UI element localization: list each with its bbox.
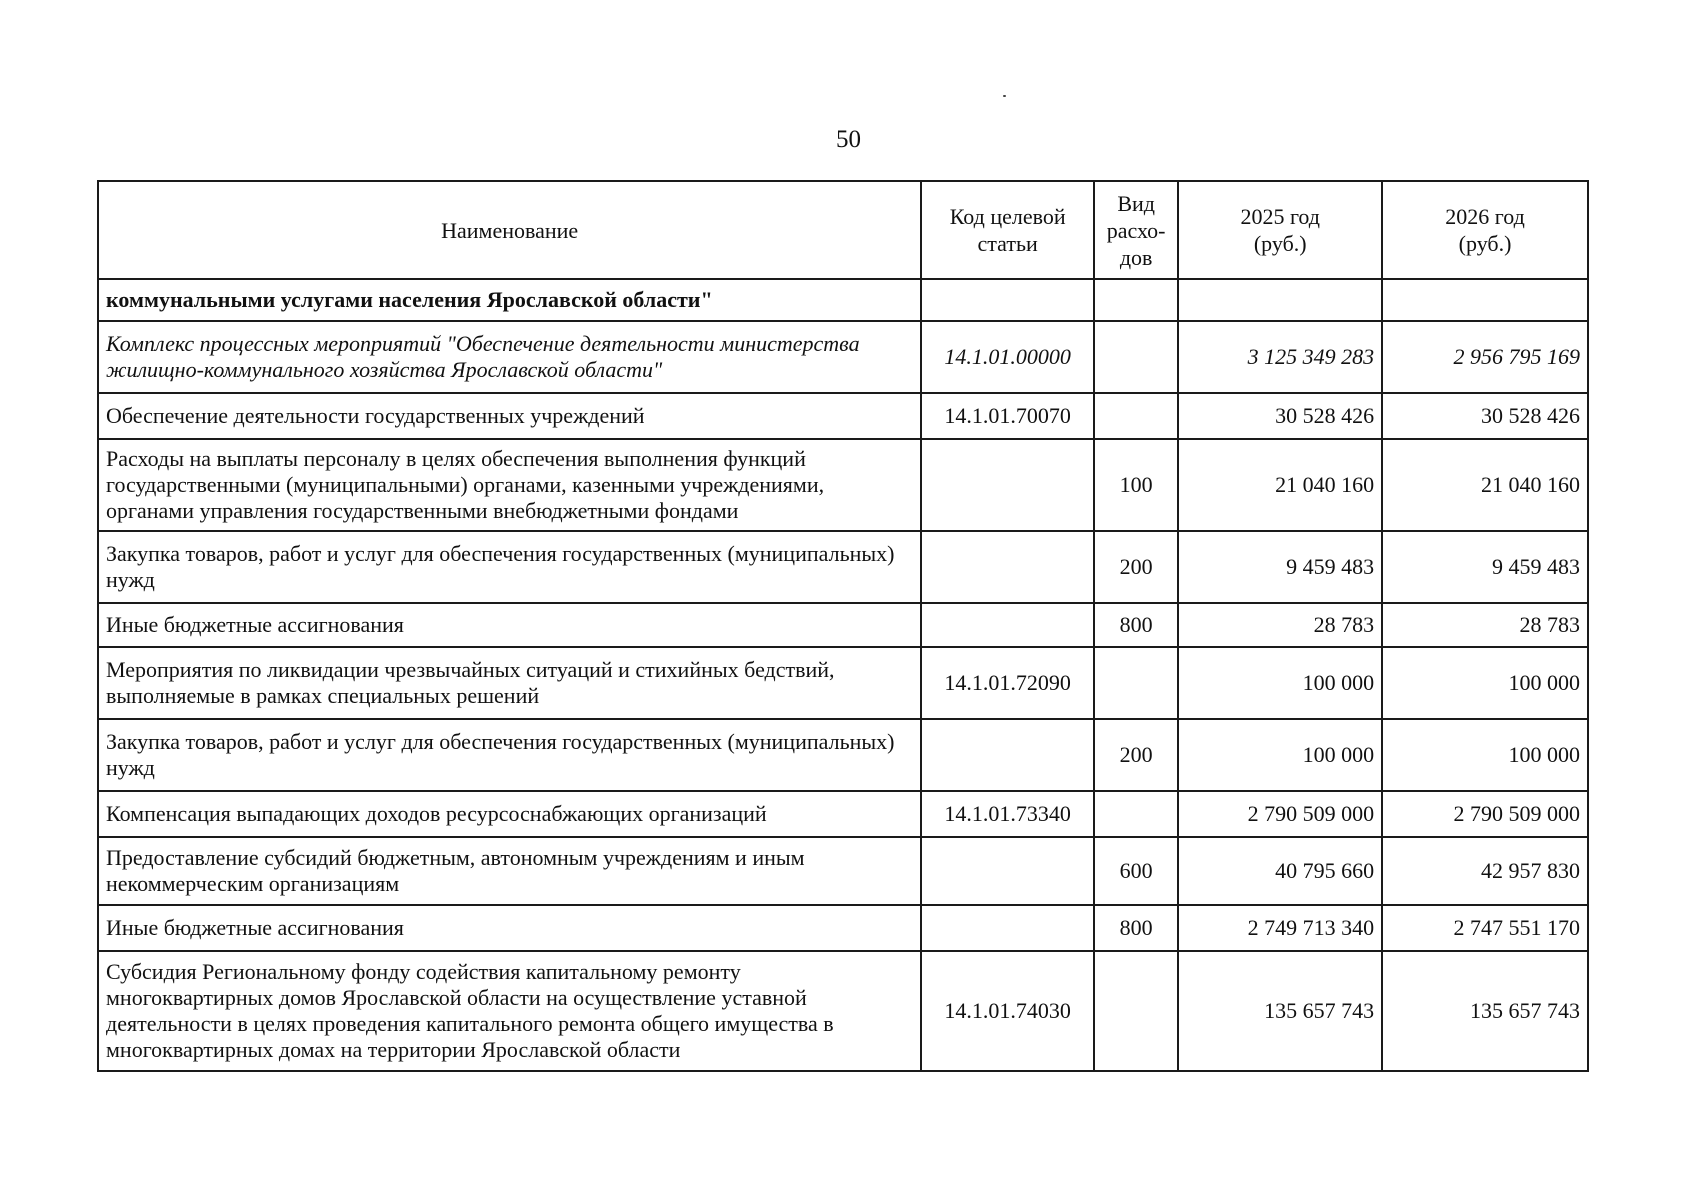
cell-2026: 9 459 483 <box>1382 531 1588 603</box>
table-row <box>98 321 1588 393</box>
header-code-text: Код целевой статьи <box>949 204 1066 256</box>
cell-name: Обеспечение деятельности государственных учреждений <box>98 393 921 439</box>
table-row <box>98 279 1588 321</box>
table-body <box>98 279 1588 1071</box>
cell-type <box>1094 791 1178 837</box>
header-year-2025 <box>1178 181 1382 279</box>
scan-speck <box>1003 95 1006 97</box>
cell-2026: 28 783 <box>1382 603 1588 647</box>
table-row <box>98 603 1588 647</box>
cell-2026: 42 957 830 <box>1382 837 1588 905</box>
cell-2026 <box>1382 279 1588 321</box>
cell-2026: 30 528 426 <box>1382 393 1588 439</box>
cell-name: Мероприятия по ликвидации чрезвычайных ситуаций и стихийных бедствий, выполняемые в рамках специальных решений <box>98 647 921 719</box>
cell-2026: 100 000 <box>1382 647 1588 719</box>
header-type-text: Вид расхо-дов <box>1106 190 1166 270</box>
cell-2025: 135 657 743 <box>1178 951 1382 1071</box>
cell-code: 14.1.01.70070 <box>921 393 1094 439</box>
cell-2026: 2 956 795 169 <box>1382 321 1588 393</box>
cell-type <box>1094 321 1178 393</box>
cell-type: 600 <box>1094 837 1178 905</box>
table-row <box>98 439 1588 531</box>
cell-2025: 21 040 160 <box>1178 439 1382 531</box>
header-code <box>921 181 1094 279</box>
table-row <box>98 719 1588 791</box>
cell-name: Иные бюджетные ассигнования <box>98 905 921 951</box>
cell-type: 800 <box>1094 603 1178 647</box>
header-year-2026-text: 2026 год (руб.) <box>1445 204 1525 256</box>
cell-name: Предоставление субсидий бюджетным, автономным учреждениям и иным некоммерческим организациям <box>98 837 921 905</box>
cell-2026: 2 747 551 170 <box>1382 905 1588 951</box>
cell-code <box>921 531 1094 603</box>
cell-2026: 21 040 160 <box>1382 439 1588 531</box>
cell-code: 14.1.01.74030 <box>921 951 1094 1071</box>
cell-2025 <box>1178 279 1382 321</box>
cell-2025: 3 125 349 283 <box>1178 321 1382 393</box>
table-header-row <box>98 181 1588 279</box>
cell-2025: 100 000 <box>1178 719 1382 791</box>
cell-name: Комплекс процессных мероприятий "Обеспечение деятельности министерства жилищно-коммунального хозяйства Ярославской области" <box>98 321 921 393</box>
header-year-2026 <box>1382 181 1588 279</box>
table-row <box>98 837 1588 905</box>
cell-code <box>921 837 1094 905</box>
cell-code <box>921 603 1094 647</box>
cell-code: 14.1.01.73340 <box>921 791 1094 837</box>
cell-2025: 100 000 <box>1178 647 1382 719</box>
cell-type <box>1094 279 1178 321</box>
cell-type: 200 <box>1094 719 1178 791</box>
cell-2025: 2 790 509 000 <box>1178 791 1382 837</box>
header-type <box>1094 181 1178 279</box>
cell-code <box>921 439 1094 531</box>
table-row <box>98 647 1588 719</box>
budget-table <box>97 180 1589 1072</box>
cell-type <box>1094 647 1178 719</box>
cell-type <box>1094 951 1178 1071</box>
table-row <box>98 951 1588 1071</box>
header-year-2025-text: 2025 год (руб.) <box>1240 204 1320 256</box>
cell-2026: 135 657 743 <box>1382 951 1588 1071</box>
cell-code: 14.1.01.00000 <box>921 321 1094 393</box>
cell-2025: 28 783 <box>1178 603 1382 647</box>
cell-type: 200 <box>1094 531 1178 603</box>
table-row <box>98 531 1588 603</box>
cell-2025: 30 528 426 <box>1178 393 1382 439</box>
table-row <box>98 393 1588 439</box>
cell-type: 100 <box>1094 439 1178 531</box>
header-name: Наименование <box>98 181 921 279</box>
cell-code: 14.1.01.72090 <box>921 647 1094 719</box>
cell-type: 800 <box>1094 905 1178 951</box>
table-row <box>98 791 1588 837</box>
cell-code <box>921 905 1094 951</box>
cell-type <box>1094 393 1178 439</box>
table-row <box>98 905 1588 951</box>
cell-name: Закупка товаров, работ и услуг для обеспечения государственных (муниципальных) нужд <box>98 719 921 791</box>
cell-code <box>921 279 1094 321</box>
cell-2026: 2 790 509 000 <box>1382 791 1588 837</box>
cell-2025: 40 795 660 <box>1178 837 1382 905</box>
cell-2025: 2 749 713 340 <box>1178 905 1382 951</box>
cell-name: Закупка товаров, работ и услуг для обеспечения государственных (муниципальных) нужд <box>98 531 921 603</box>
cell-name: Субсидия Региональному фонду содействия капитальному ремонту многоквартирных домов Ярославской области на осуществление уставной деятельности в целях проведения капитального ремонта общего имущества в многоквартирных домах на территории Ярославской области <box>98 951 921 1071</box>
cell-code <box>921 719 1094 791</box>
cell-name: коммунальными услугами населения Ярославской области" <box>98 279 921 321</box>
cell-name: Расходы на выплаты персоналу в целях обеспечения выполнения функций государственными (муниципальными) органами, казенными учреждениями, органами управления государственными внебюджетными фондами <box>98 439 921 531</box>
cell-name: Компенсация выпадающих доходов ресурсоснабжающих организаций <box>98 791 921 837</box>
page-number: 50 <box>836 126 861 153</box>
cell-name: Иные бюджетные ассигнования <box>98 603 921 647</box>
cell-2025: 9 459 483 <box>1178 531 1382 603</box>
cell-2026: 100 000 <box>1382 719 1588 791</box>
